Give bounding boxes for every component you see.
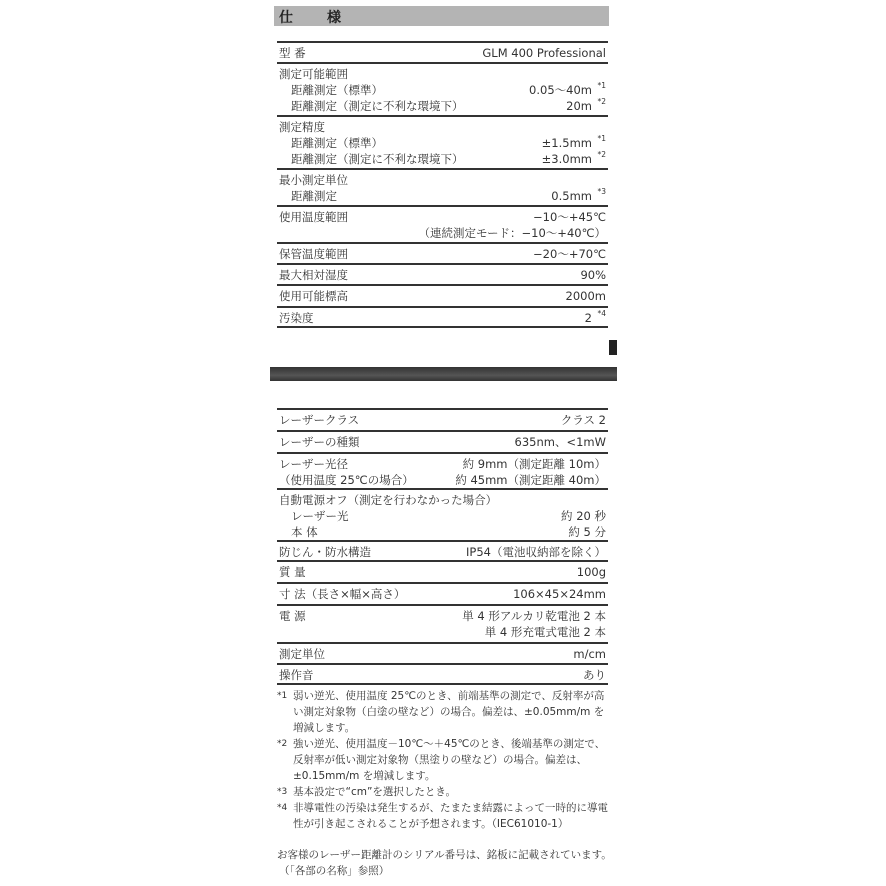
- spec-label: 最大相対湿度: [279, 268, 348, 282]
- spec-line: [277, 82, 608, 98]
- section-title: 仕 様: [279, 10, 351, 26]
- spec-row: [277, 408, 608, 428]
- spec-line: [277, 246, 608, 262]
- spec-line: [277, 135, 608, 151]
- spec-value: −10～+45℃: [533, 210, 606, 224]
- spec-label: 測定単位: [279, 647, 325, 661]
- spec-line: [277, 624, 608, 640]
- spec-label: 質 量: [279, 565, 306, 579]
- spec-label: 汚染度: [279, 311, 314, 325]
- spec-line: [277, 119, 608, 135]
- spec-label: 保管温度範囲: [279, 247, 348, 261]
- spec-row: [277, 642, 608, 662]
- spec-label: 距離測定（標準）: [291, 136, 383, 150]
- spec-line: [277, 586, 608, 602]
- spec-value: 2: [584, 311, 592, 325]
- spec-line: [277, 434, 608, 450]
- spec-value: クラス 2: [560, 413, 606, 427]
- spec-label: 最小測定単位: [279, 173, 348, 187]
- spec-label: 測定可能範囲: [279, 67, 348, 81]
- spec-value: m/cm: [573, 647, 606, 661]
- spec-value: ±1.5mm: [541, 136, 592, 150]
- footnote-ref: *3: [597, 187, 606, 196]
- spec-row: [277, 168, 608, 204]
- spec-value: あり: [583, 668, 606, 682]
- serial-note-line: （「各部の名称」参照）: [279, 865, 390, 877]
- spec-label: 防じん・防水構造: [279, 545, 371, 559]
- footnotes: [277, 688, 612, 832]
- spec-value: 約 9mm（測定距離 10m）: [462, 457, 606, 471]
- spec-line: [277, 667, 608, 683]
- serial-note: [277, 847, 617, 879]
- spec-value: 約 45mm（測定距離 40m）: [455, 473, 606, 487]
- spec-label: 型 番: [279, 46, 306, 60]
- spec-label: 測定精度: [279, 120, 325, 134]
- spec-row: [277, 263, 608, 283]
- spec-label: レーザーの種類: [279, 435, 360, 449]
- spec-label: レーザー光: [291, 509, 349, 523]
- spec-row: [277, 284, 608, 304]
- spec-line: [277, 98, 608, 114]
- footnote: [277, 784, 612, 800]
- footnote: [277, 800, 612, 832]
- footnote-text: 基本設定で“cm”を選択したとき。: [293, 786, 456, 798]
- spec-line: [277, 267, 608, 283]
- spec-row: [277, 540, 608, 560]
- spec-line: [277, 608, 608, 624]
- spec-line: [277, 188, 608, 204]
- spec-line: [277, 172, 608, 188]
- spec-row: [277, 560, 608, 580]
- spec-label: 電 源: [279, 609, 306, 623]
- serial-note-line: お客様のレーザー距離計のシリアル番号は、銘板に記載されています。: [277, 849, 612, 861]
- spec-value: 100g: [576, 565, 606, 579]
- spec-line: [277, 564, 608, 580]
- spec-line: [277, 209, 608, 225]
- spec-row: [277, 604, 608, 640]
- spec-row: [277, 430, 608, 450]
- spec-row: [277, 115, 608, 167]
- spec-value: 単 4 形アルカリ乾電池 2 本: [462, 609, 606, 623]
- spec-row: [277, 488, 608, 540]
- footnote-ref: *1: [597, 81, 606, 90]
- spec-row: [277, 62, 608, 114]
- spec-value: 約 5 分: [568, 525, 606, 539]
- spec-value: 635nm、<1mW: [514, 435, 606, 449]
- spec-line: [277, 544, 608, 560]
- section-title-bar: [274, 6, 609, 26]
- footnote: [277, 688, 612, 736]
- footnote-mark: *4: [277, 803, 288, 813]
- spec-line: [277, 151, 608, 167]
- spec-line: [277, 492, 608, 508]
- spec-value: ±3.0mm: [541, 152, 592, 166]
- spec-value: 20m: [566, 99, 592, 113]
- spec-label: レーザークラス: [279, 413, 360, 427]
- footnote-text: 弱い逆光、使用温度 25℃のとき、前端基準の測定で、反射率が高い測定対象物（白塗の壁など）の場合。偏差は、±0.05mm/m を増減します。: [293, 690, 605, 734]
- spec-line: [277, 288, 608, 304]
- footnote-ref: *2: [597, 97, 606, 106]
- spec-label: 操作音: [279, 668, 314, 682]
- spec-value: 106×45×24mm: [513, 587, 606, 601]
- spec-value: 2000m: [565, 289, 606, 303]
- spec-row: [277, 452, 608, 488]
- spec-row: [277, 663, 608, 685]
- spec-value: 単 4 形充電式電池 2 本: [484, 625, 606, 639]
- spec-line: [277, 646, 608, 662]
- spec-label: レーザー光径: [279, 457, 348, 471]
- spec-value: （連続測定モード：−10～+40℃）: [418, 226, 606, 240]
- footnote-ref: *2: [597, 150, 606, 159]
- footnote-text: 非導電性の汚染は発生するが、たまたま結露によって一時的に導電性が引き起こされることが予想されます。（IEC61010-1）: [293, 802, 608, 830]
- spec-label: 寸 法（長さ×幅×高さ）: [279, 587, 406, 601]
- footnote-mark: *1: [277, 691, 288, 701]
- spec-label: （使用温度 25℃の場合）: [279, 473, 414, 487]
- spec-value: 0.05～40m: [529, 83, 592, 97]
- spec-row: [277, 41, 608, 61]
- spec-line: [277, 225, 608, 241]
- spec-line: [277, 412, 608, 428]
- spec-label: 距離測定（測定に不利な環境下）: [291, 99, 464, 113]
- spec-value: GLM 400 Professional: [482, 46, 606, 60]
- spec-value: −20～+70℃: [533, 247, 606, 261]
- spec-label: 距離測定（標準）: [291, 83, 383, 97]
- spec-value: 約 20 秒: [561, 509, 606, 523]
- footnote-text: 強い逆光、使用温度－10℃～＋45℃のとき、後端基準の測定で、反射率が低い測定対象物（黒塗りの壁など）の場合。偏差は、±0.15mm/m を増減します。: [293, 738, 606, 782]
- footnote-mark: *2: [277, 739, 288, 749]
- spec-line: [277, 508, 608, 524]
- spec-label: 使用可能標高: [279, 289, 348, 303]
- spec-value: 0.5mm: [551, 189, 592, 203]
- spec-label: 距離測定: [291, 189, 337, 203]
- footnote-ref: *4: [597, 309, 606, 318]
- spec-row: [277, 205, 608, 241]
- spec-row: [277, 242, 608, 262]
- page-divider-bar: [270, 367, 617, 381]
- spec-row: [277, 582, 608, 602]
- footnote: [277, 736, 612, 784]
- spec-row: [277, 306, 608, 328]
- page-marker: [609, 340, 617, 355]
- spec-value: 90%: [580, 268, 606, 282]
- spec-label: 距離測定（測定に不利な環境下）: [291, 152, 464, 166]
- footnote-mark: *3: [277, 787, 288, 797]
- spec-line: [277, 524, 608, 540]
- spec-line: [277, 310, 608, 326]
- spec-line: [277, 66, 608, 82]
- spec-line: [277, 472, 608, 488]
- spec-line: [277, 45, 608, 61]
- footnote-ref: *1: [597, 134, 606, 143]
- spec-value: IP54（電池収納部を除く）: [466, 545, 606, 559]
- spec-label: 自動電源オフ（測定を行わなかった場合）: [279, 493, 498, 507]
- spec-line: [277, 456, 608, 472]
- spec-label: 使用温度範囲: [279, 210, 348, 224]
- spec-label: 本 体: [291, 525, 318, 539]
